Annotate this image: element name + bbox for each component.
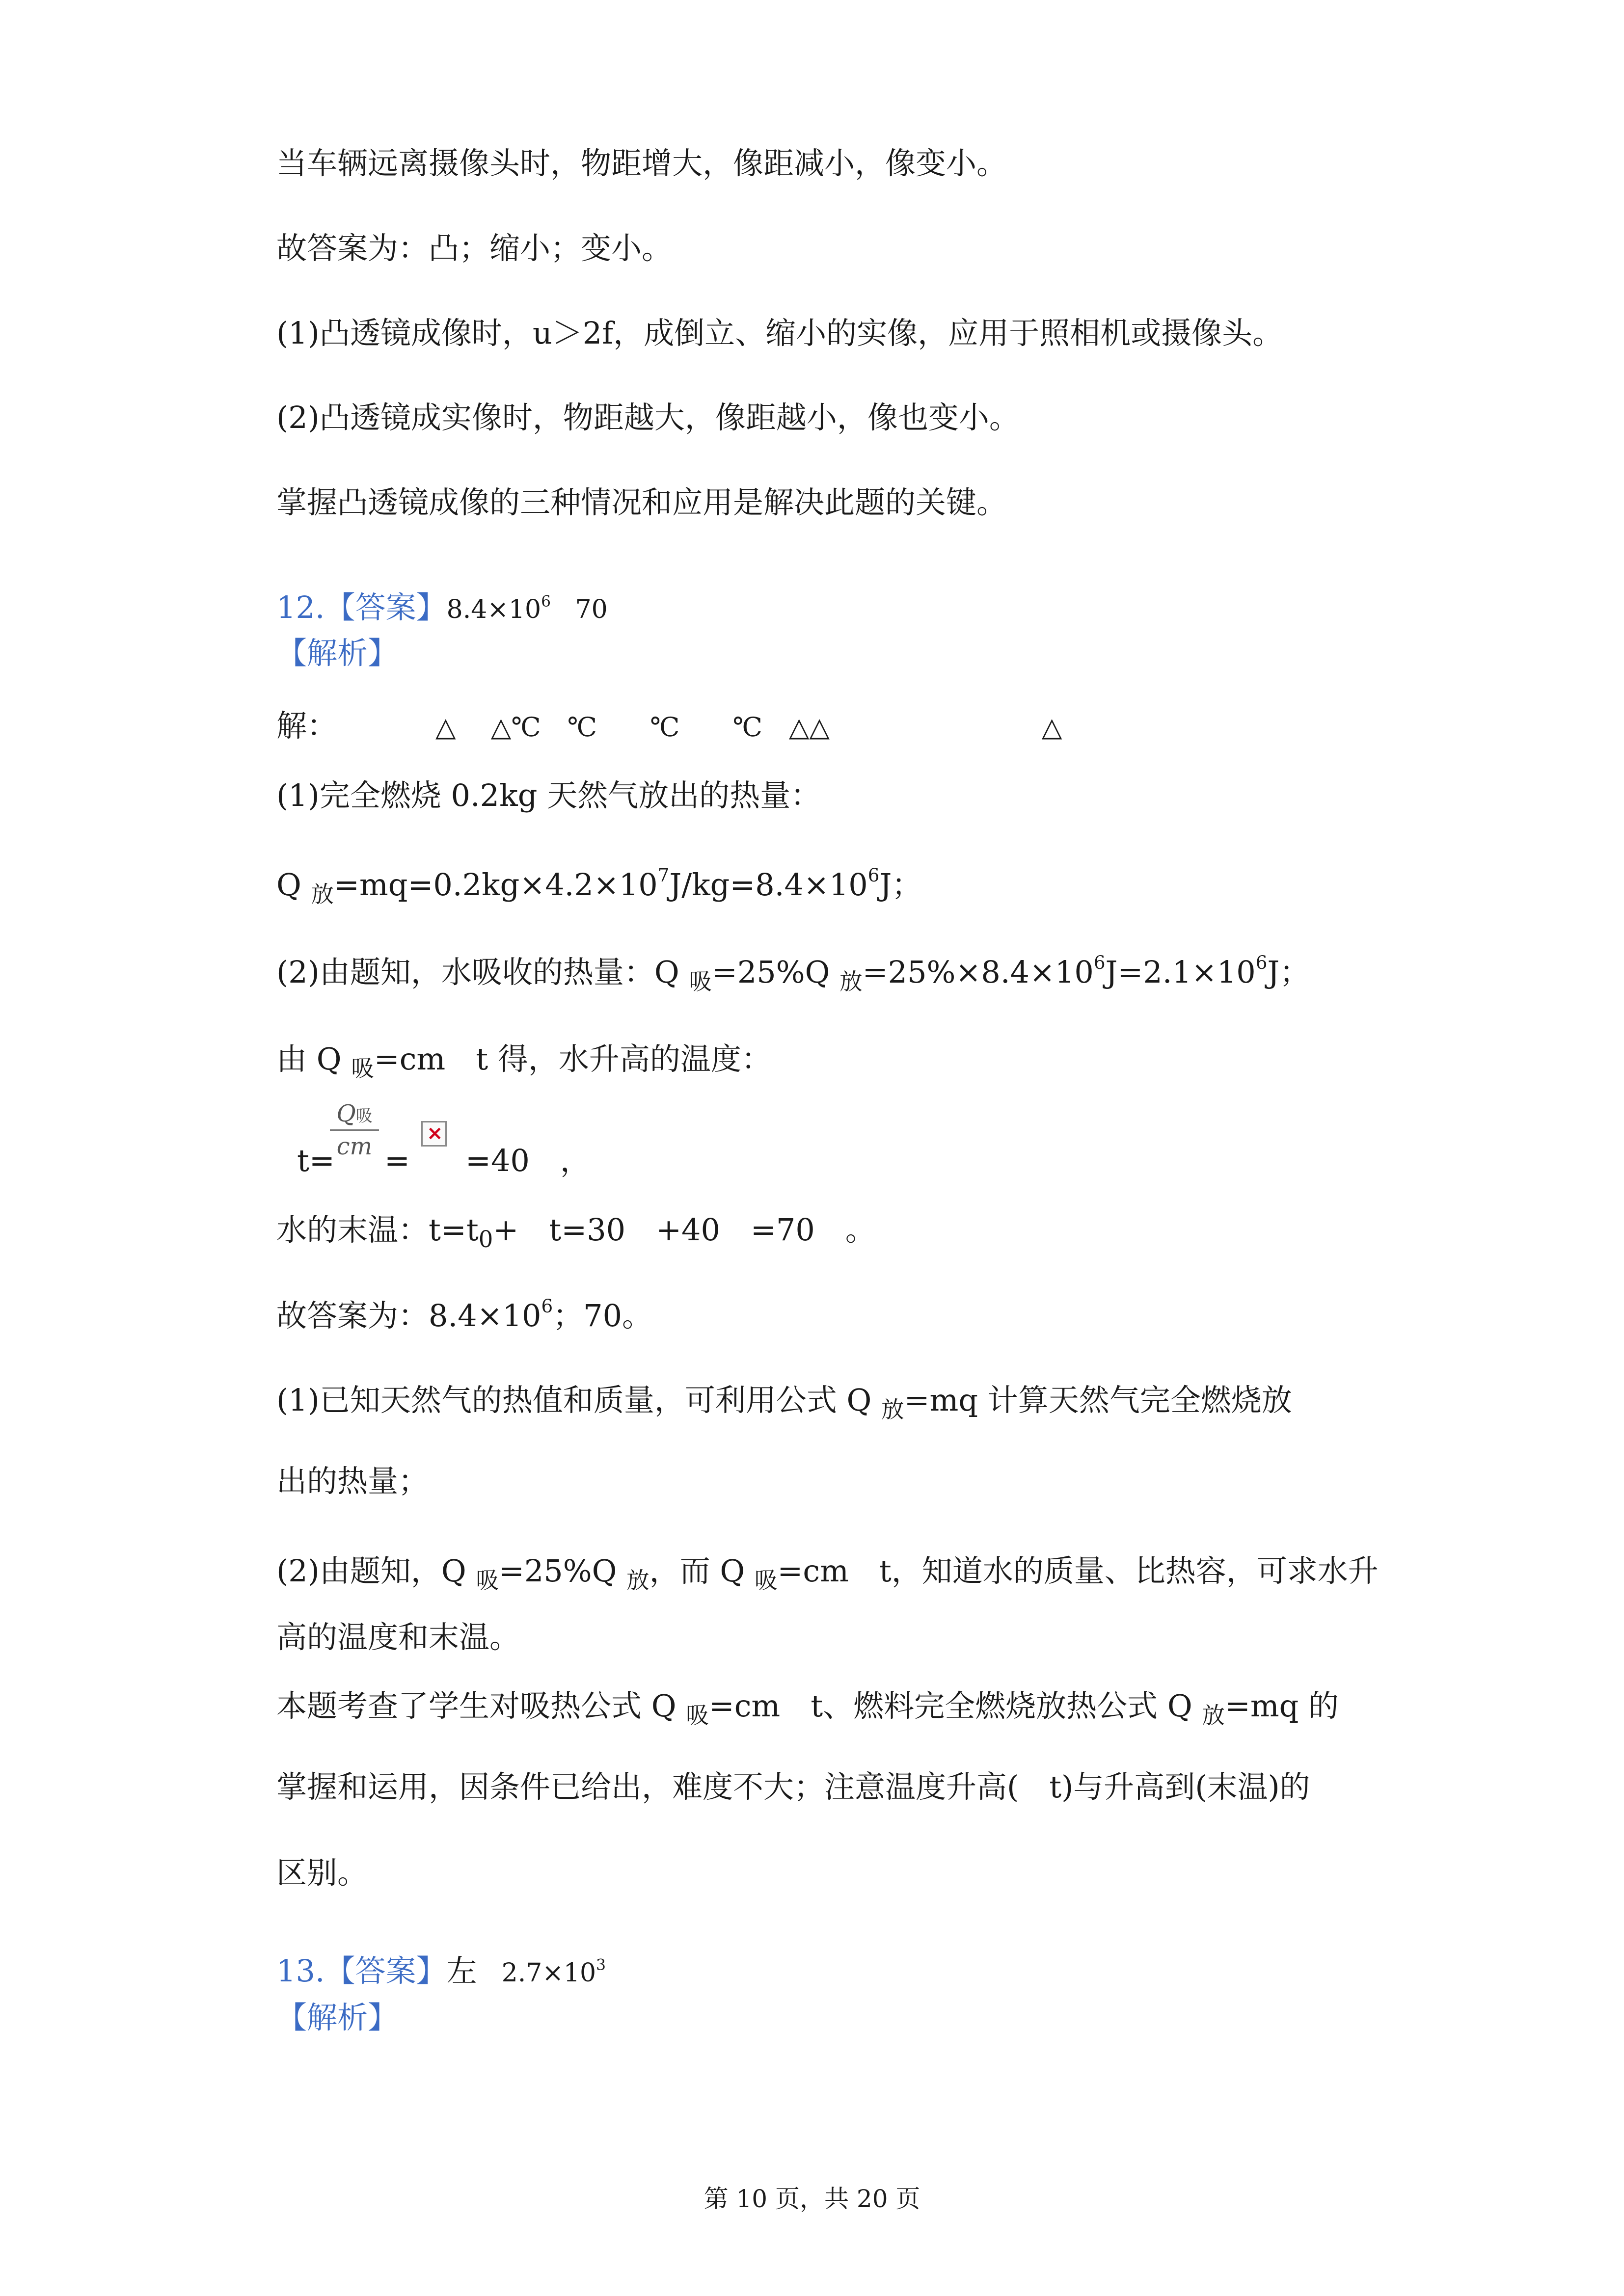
- solution-step: (2)由题知，水吸收的热量：Q $_吸$=25%Q $_放=25\%\times 8.4\times 10^6J=2.1\times 10^6J$；: [276, 952, 1310, 995]
- solution-step: 高的温度和末温。: [276, 1619, 520, 1655]
- fraction-bar: [330, 1129, 379, 1131]
- solution-step: 由 Q $_吸$=cm t 得，水升高的温度：: [276, 1041, 772, 1082]
- question-12-answer: 12.【答案】$8.4\times 10^6$ 70: [276, 589, 608, 625]
- solution-step: (1)完全燃烧 0.2kg 天然气放出的热量：: [276, 777, 821, 813]
- text-line: 当车辆远离摄像头时，物距增大，像距减小，像变小。: [276, 145, 1007, 181]
- text-line: (1)凸透镜成像时，u＞2f，成倒立、缩小的实像，应用于照相机或摄像头。: [276, 315, 1283, 351]
- question-number: 13.: [276, 1953, 325, 1989]
- question-number: 12.: [276, 589, 325, 625]
- solution-step: 出的热量；: [276, 1463, 429, 1499]
- solution-step: (2)由题知，Q $_吸$=25%Q $_放$，而 Q $_吸$=cm t，知道水的质量、比热容，可求水升: [276, 1553, 1379, 1594]
- fraction: [330, 1102, 379, 1158]
- fraction-denominator: cm: [336, 1133, 373, 1160]
- analysis-tag: 【解析】: [276, 2000, 399, 2035]
- answer-tag: 【答案】: [325, 1953, 447, 1989]
- solution-step: 水的末温：$t=t_0+$ t=30 +40 =70 。: [276, 1212, 876, 1253]
- text-line: 掌握凸透镜成像的三种情况和应用是解决此题的关键。: [276, 484, 1007, 520]
- page-footer: 第 10 页，共 20 页: [704, 2185, 920, 2213]
- solution-step: 掌握和运用，因条件已给出，难度不大；注意温度升高( t)与升高到(末温)的: [276, 1769, 1310, 1805]
- solution-step: 故答案为：$8.4\times 10^6$；70。: [276, 1295, 653, 1334]
- text-line: (2)凸透镜成实像时，物距越大，像距越小，像也变小。: [276, 400, 1020, 435]
- formula-t: t=: [297, 1143, 335, 1178]
- formula-equals: =: [384, 1143, 410, 1178]
- question-13-answer: 13.【答案】左 $2.7\times 10^3$: [276, 1953, 606, 1989]
- solution-step: (1)已知天然气的热值和质量，可利用公式 Q $_放$=mq 计算天然气完全燃烧放: [276, 1382, 1292, 1423]
- analysis-tag: 【解析】: [276, 635, 399, 671]
- solution-start: 解： △ △℃ ℃ ℃ ℃ △△ △: [276, 708, 1062, 744]
- solution-step: 本题考查了学生对吸热公式 Q $_吸$=cm t、燃料完全燃烧放热公式 Q $_放$=mq 的: [276, 1688, 1339, 1729]
- broken-image-icon: [421, 1121, 447, 1147]
- fraction-numerator: Q吸: [336, 1100, 373, 1127]
- solution-step: 区别。: [276, 1855, 368, 1891]
- text-line: 故答案为：凸；缩小；变小。: [276, 230, 673, 266]
- solution-step: Q $_放=mq=0.2kg\times 4.2\times 10^7J/kg=8.4\times 10^6J$；: [276, 864, 922, 908]
- answer-tag: 【答案】: [325, 589, 447, 625]
- formula-result: =40 ，: [465, 1143, 591, 1178]
